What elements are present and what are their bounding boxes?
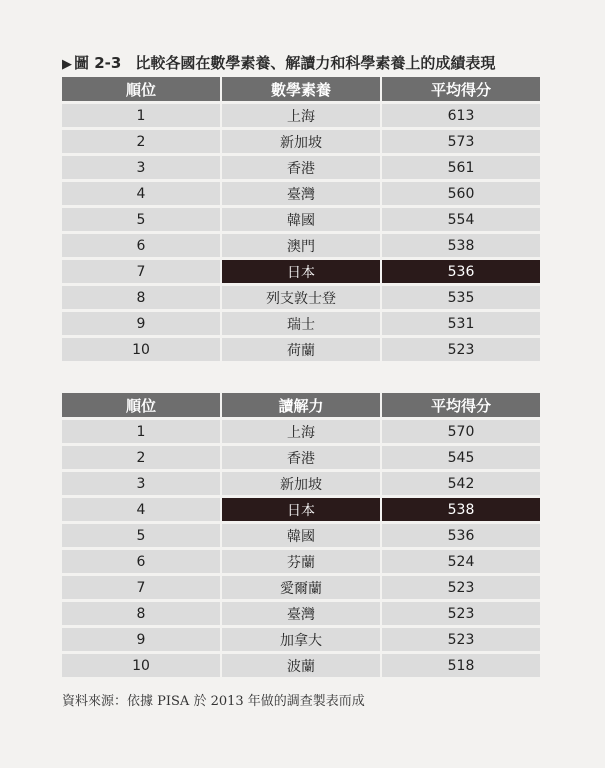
rank-cell: 3 [62,156,220,179]
rank-cell: 8 [62,286,220,309]
table-row [62,654,540,677]
rank-cell: 1 [62,104,220,127]
rank-cell: 6 [62,550,220,573]
header-score: 平均得分 [380,77,540,101]
country-cell: 澳門 [220,234,380,257]
country-cell: 瑞士 [220,312,380,335]
country-cell: 荷蘭 [220,338,380,361]
table-row [62,602,540,625]
score-cell: 531 [380,312,540,335]
country-cell: 香港 [220,156,380,179]
score-cell: 542 [380,472,540,495]
table-row [62,576,540,599]
table-row [62,312,540,335]
figure-caption: 比較各國在數學素養、解讀力和科學素養上的成績表現 [135,54,496,72]
rank-cell: 2 [62,130,220,153]
score-cell: 536 [380,260,540,283]
country-cell: 香港 [220,446,380,469]
table-row [62,286,540,309]
table-row-highlighted [62,260,540,283]
figure-label: 圖 2-3 [74,54,122,72]
score-cell: 561 [380,156,540,179]
rank-cell: 9 [62,312,220,335]
score-cell: 538 [380,234,540,257]
table-row [62,338,540,361]
table-header-row [62,393,540,417]
table-row [62,104,540,127]
score-cell: 545 [380,446,540,469]
table-row [62,208,540,231]
rank-cell: 3 [62,472,220,495]
score-cell: 560 [380,182,540,205]
table-row [62,628,540,651]
rank-cell: 4 [62,182,220,205]
rank-cell: 7 [62,576,220,599]
country-cell: 臺灣 [220,182,380,205]
table-row [62,130,540,153]
rank-cell: 10 [62,654,220,677]
header-rank: 順位 [62,77,220,101]
score-cell: 570 [380,420,540,443]
country-cell: 韓國 [220,208,380,231]
country-cell: 新加坡 [220,472,380,495]
country-cell: 韓國 [220,524,380,547]
country-cell: 波蘭 [220,654,380,677]
rank-cell: 4 [62,498,220,521]
rank-cell: 10 [62,338,220,361]
score-cell: 523 [380,628,540,651]
figure-title [62,52,495,73]
score-cell: 518 [380,654,540,677]
score-cell: 538 [380,498,540,521]
score-cell: 535 [380,286,540,309]
reading-ranking-table [62,390,540,680]
score-cell: 613 [380,104,540,127]
country-cell: 加拿大 [220,628,380,651]
country-cell: 日本 [220,498,380,521]
source-note: 資料來源：依據 PISA 於 2013 年做的調查製表而成 [62,694,365,709]
score-cell: 523 [380,576,540,599]
score-cell: 523 [380,602,540,625]
table-row [62,156,540,179]
header-score: 平均得分 [380,393,540,417]
triangle-marker-icon: ▶ [62,57,72,72]
rank-cell: 9 [62,628,220,651]
rank-cell: 2 [62,446,220,469]
country-cell: 臺灣 [220,602,380,625]
country-cell: 上海 [220,104,380,127]
table-row [62,446,540,469]
country-cell: 列支敦士登 [220,286,380,309]
math-ranking-table [62,74,540,364]
rank-cell: 6 [62,234,220,257]
rank-cell: 5 [62,524,220,547]
table-header-row [62,77,540,101]
score-cell: 554 [380,208,540,231]
table-row-highlighted [62,498,540,521]
country-cell: 日本 [220,260,380,283]
table-row [62,550,540,573]
table-row [62,234,540,257]
country-cell: 新加坡 [220,130,380,153]
rank-cell: 5 [62,208,220,231]
country-cell: 上海 [220,420,380,443]
score-cell: 573 [380,130,540,153]
header-subject: 讀解力 [220,393,380,417]
header-rank: 順位 [62,393,220,417]
rank-cell: 7 [62,260,220,283]
score-cell: 524 [380,550,540,573]
table-row [62,420,540,443]
rank-cell: 1 [62,420,220,443]
country-cell: 愛爾蘭 [220,576,380,599]
rank-cell: 8 [62,602,220,625]
header-subject: 數學素養 [220,77,380,101]
score-cell: 523 [380,338,540,361]
country-cell: 芬蘭 [220,550,380,573]
score-cell: 536 [380,524,540,547]
table-row [62,524,540,547]
table-row [62,472,540,495]
table-row [62,182,540,205]
